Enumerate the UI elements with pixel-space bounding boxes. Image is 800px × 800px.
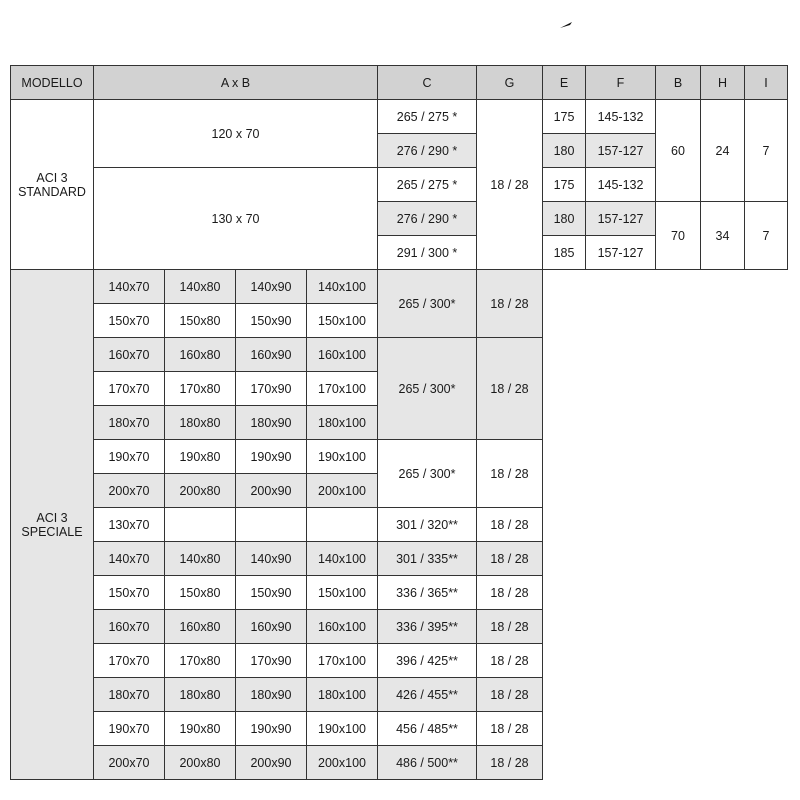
size-cell: 140x80 [165, 270, 236, 304]
standard-g: 18 / 28 [477, 100, 543, 270]
speciale-group-g: 18 / 28 [477, 270, 543, 338]
size-cell: 170x100 [307, 644, 378, 678]
model-standard [11, 100, 94, 270]
size-cell: 180x90 [236, 406, 307, 440]
standard-c: 276 / 290 * [378, 202, 477, 236]
standard-i-2: 7 [745, 202, 788, 270]
speciale-c: 301 / 320** [378, 508, 477, 542]
size-cell: 130x70 [94, 508, 165, 542]
header-i: I [745, 66, 788, 100]
model-speciale [11, 270, 94, 780]
size-cell: 190x70 [94, 712, 165, 746]
size-cell: 160x90 [236, 338, 307, 372]
size-cell: 190x80 [165, 712, 236, 746]
size-cell: 180x70 [94, 678, 165, 712]
size-cell: 160x100 [307, 338, 378, 372]
pen-mark-icon [559, 21, 573, 29]
size-cell: 160x80 [165, 338, 236, 372]
size-cell: 200x100 [307, 474, 378, 508]
speciale-c: 426 / 455** [378, 678, 477, 712]
size-cell: 150x90 [236, 304, 307, 338]
standard-c: 265 / 275 * [378, 168, 477, 202]
size-cell: 160x80 [165, 610, 236, 644]
speciale-g: 18 / 28 [477, 678, 543, 712]
header-f: F [586, 66, 656, 100]
standard-f: 157-127 [586, 134, 656, 168]
standard-f: 157-127 [586, 202, 656, 236]
size-cell: 180x80 [165, 678, 236, 712]
size-cell: 170x70 [94, 644, 165, 678]
header-modello: MODELLO [11, 66, 94, 100]
size-cell: 190x80 [165, 440, 236, 474]
size-cell: 140x70 [94, 270, 165, 304]
standard-size-1: 120 x 70 [94, 100, 378, 168]
size-cell: 140x100 [307, 270, 378, 304]
size-cell: 170x80 [165, 372, 236, 406]
standard-e: 185 [543, 236, 586, 270]
header-g: G [477, 66, 543, 100]
model-standard-line2: STANDARD [18, 184, 86, 199]
size-cell: 190x70 [94, 440, 165, 474]
size-cell: 180x80 [165, 406, 236, 440]
speciale-group-c: 265 / 300* [378, 338, 477, 440]
standard-e: 180 [543, 134, 586, 168]
size-cell: 190x90 [236, 440, 307, 474]
speciale-group-g: 18 / 28 [477, 338, 543, 440]
size-cell: 150x80 [165, 576, 236, 610]
standard-i-1: 7 [745, 100, 788, 202]
size-cell: 200x100 [307, 746, 378, 780]
size-cell: 200x80 [165, 746, 236, 780]
standard-b-2: 70 [656, 202, 701, 270]
header-h: H [701, 66, 745, 100]
size-cell: 140x80 [165, 542, 236, 576]
header-axb: A x B [94, 66, 378, 100]
speciale-group-c: 265 / 300* [378, 270, 477, 338]
size-cell: 150x100 [307, 304, 378, 338]
standard-f: 145-132 [586, 168, 656, 202]
speciale-g: 18 / 28 [477, 508, 543, 542]
size-cell: 170x90 [236, 372, 307, 406]
header-e: E [543, 66, 586, 100]
size-cell: 160x100 [307, 610, 378, 644]
speciale-g: 18 / 28 [477, 542, 543, 576]
specifications-table [10, 65, 788, 780]
size-cell: 140x90 [236, 542, 307, 576]
standard-e: 180 [543, 202, 586, 236]
size-cell: 200x70 [94, 474, 165, 508]
model-speciale-line2: SPECIALE [21, 524, 83, 539]
table-row [11, 100, 788, 134]
size-cell: 150x100 [307, 576, 378, 610]
size-cell: 140x90 [236, 270, 307, 304]
size-cell: 200x90 [236, 746, 307, 780]
standard-f: 145-132 [586, 100, 656, 134]
standard-f: 157-127 [586, 236, 656, 270]
model-speciale-line1: ACI 3 [36, 510, 68, 525]
speciale-c: 456 / 485** [378, 712, 477, 746]
size-cell: 200x90 [236, 474, 307, 508]
speciale-group-g: 18 / 28 [477, 440, 543, 508]
speciale-c: 301 / 335** [378, 542, 477, 576]
standard-h-1: 24 [701, 100, 745, 202]
header-row [11, 66, 788, 100]
size-cell: 150x70 [94, 576, 165, 610]
speciale-g: 18 / 28 [477, 746, 543, 780]
size-cell: 170x80 [165, 644, 236, 678]
standard-b-1: 60 [656, 100, 701, 202]
size-cell: 180x100 [307, 678, 378, 712]
size-cell: 160x90 [236, 610, 307, 644]
header-b: B [656, 66, 701, 100]
size-cell: 140x100 [307, 542, 378, 576]
speciale-group-c: 265 / 300* [378, 440, 477, 508]
speciale-g: 18 / 28 [477, 576, 543, 610]
size-cell: 190x90 [236, 712, 307, 746]
size-cell: 160x70 [94, 610, 165, 644]
table-row [11, 270, 788, 304]
model-standard-line1: ACI 3 [36, 170, 68, 185]
size-cell: 160x70 [94, 338, 165, 372]
speciale-c: 336 / 365** [378, 576, 477, 610]
size-cell: 180x70 [94, 406, 165, 440]
speciale-c: 336 / 395** [378, 610, 477, 644]
standard-c: 265 / 275 * [378, 100, 477, 134]
standard-size-2: 130 x 70 [94, 168, 378, 270]
speciale-c: 486 / 500** [378, 746, 477, 780]
speciale-g: 18 / 28 [477, 610, 543, 644]
standard-e: 175 [543, 168, 586, 202]
size-cell: 150x90 [236, 576, 307, 610]
header-c: C [378, 66, 477, 100]
speciale-g: 18 / 28 [477, 712, 543, 746]
size-cell: 170x100 [307, 372, 378, 406]
size-cell: 200x80 [165, 474, 236, 508]
size-cell: 190x100 [307, 712, 378, 746]
size-cell: 150x70 [94, 304, 165, 338]
size-cell: 140x70 [94, 542, 165, 576]
standard-c: 291 / 300 * [378, 236, 477, 270]
speciale-g: 18 / 28 [477, 644, 543, 678]
speciale-c: 396 / 425** [378, 644, 477, 678]
size-cell: 150x80 [165, 304, 236, 338]
size-cell: 180x90 [236, 678, 307, 712]
standard-c: 276 / 290 * [378, 134, 477, 168]
standard-e: 175 [543, 100, 586, 134]
size-cell: 200x70 [94, 746, 165, 780]
size-cell: 190x100 [307, 440, 378, 474]
size-cell: 170x70 [94, 372, 165, 406]
size-cell: 180x100 [307, 406, 378, 440]
standard-h-2: 34 [701, 202, 745, 270]
size-cell: 170x90 [236, 644, 307, 678]
